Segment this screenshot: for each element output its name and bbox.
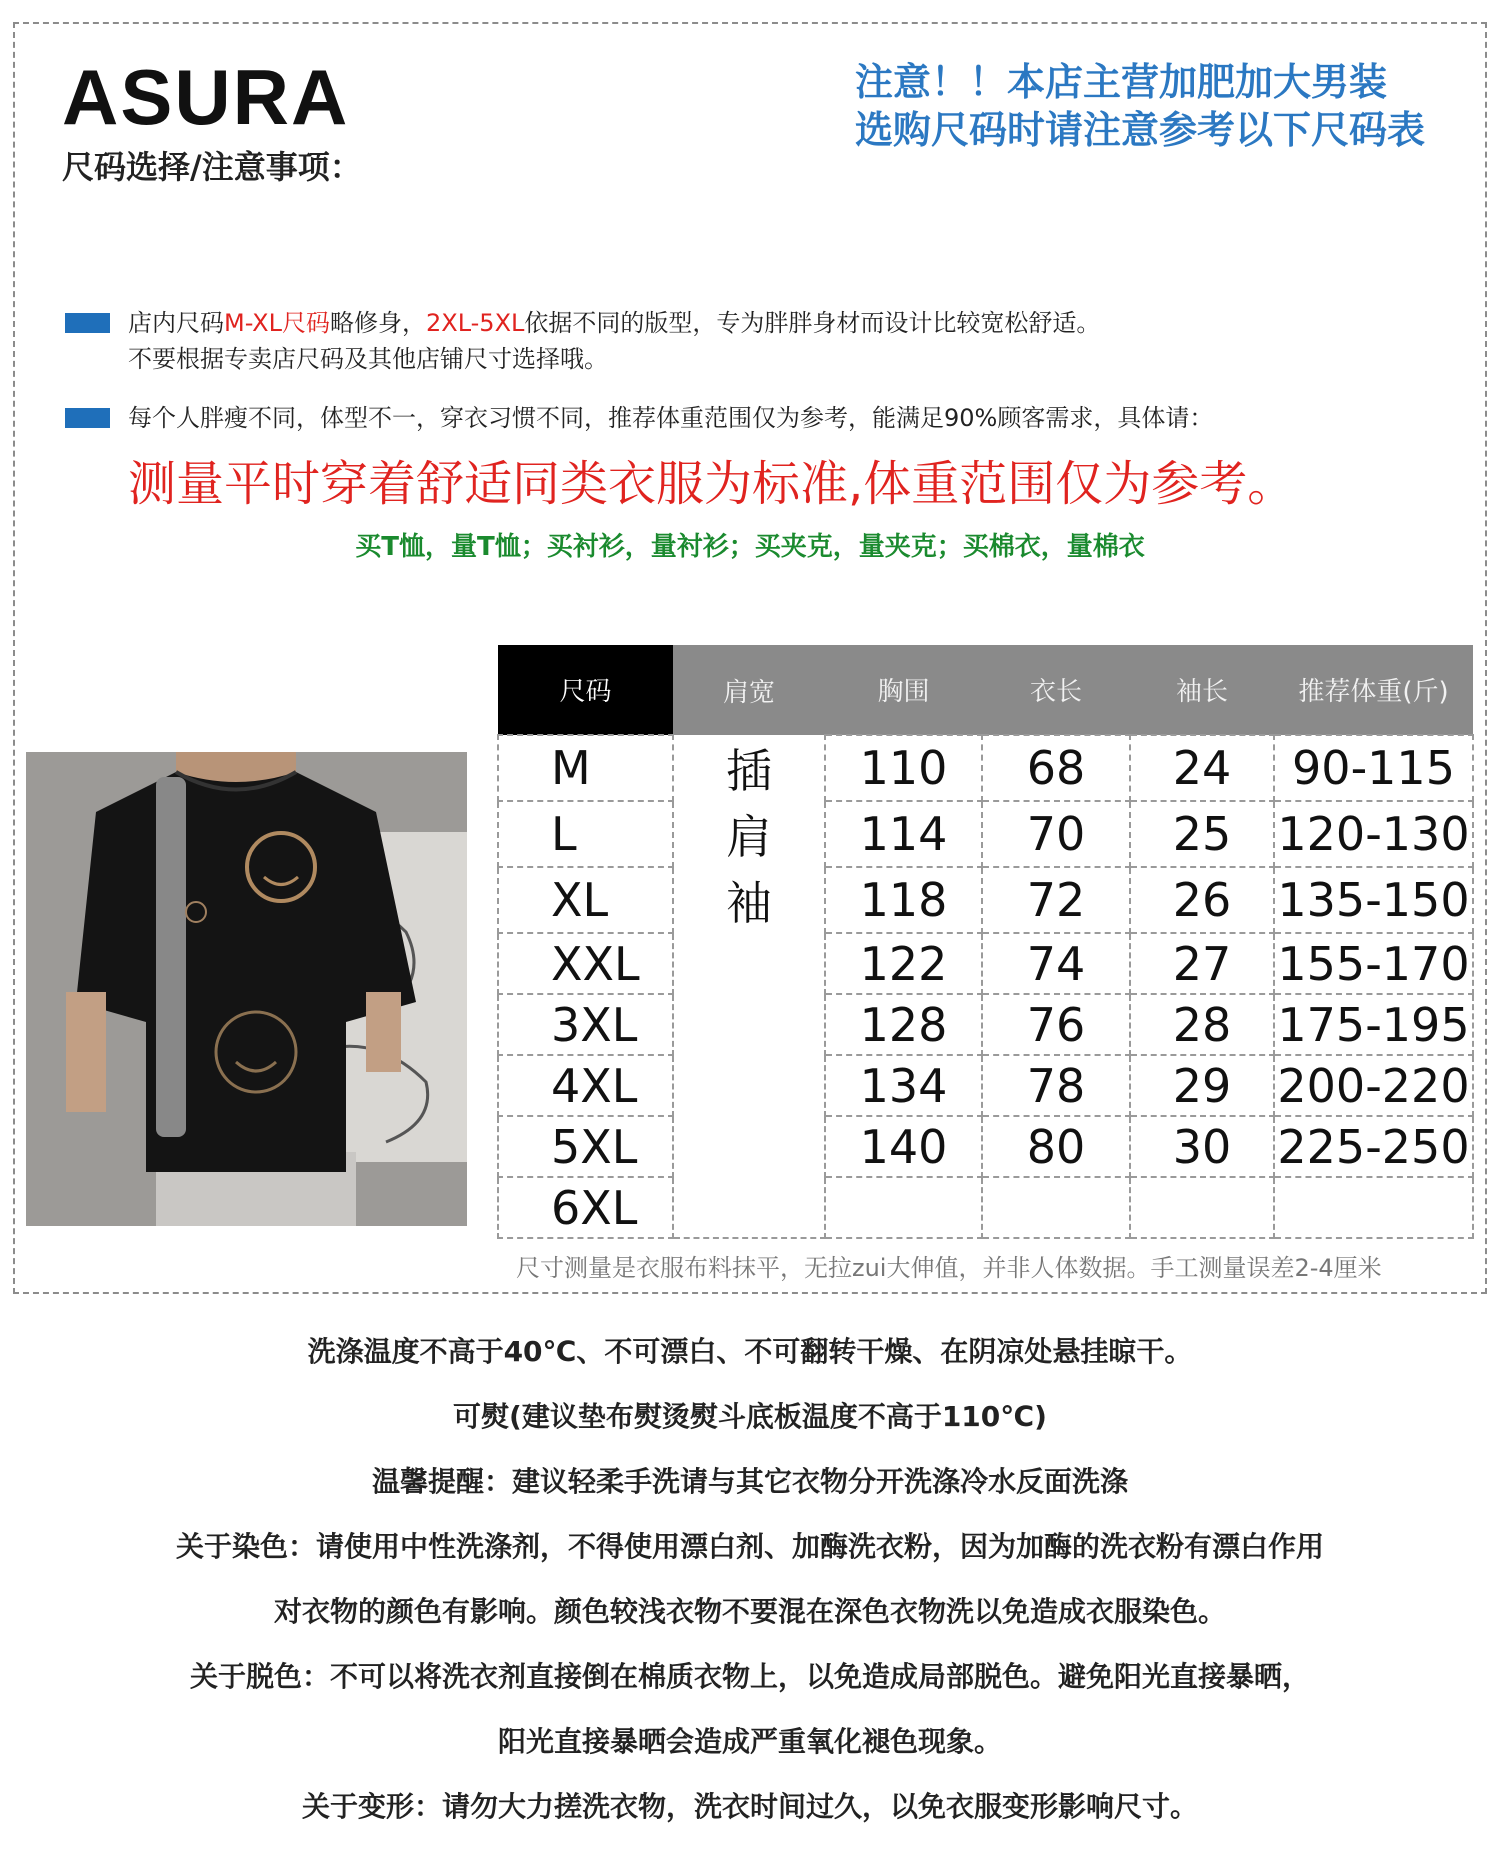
sleeve-cell: 26 <box>1130 867 1274 933</box>
size-cell: XXL <box>498 933 673 994</box>
tip-1-text <box>128 305 1100 377</box>
shoulder-cell <box>673 994 825 1055</box>
chest-cell <box>825 1177 982 1238</box>
length-cell: 68 <box>982 735 1130 801</box>
bullet-marker <box>65 408 110 428</box>
weight-cell: 120-130 <box>1274 801 1473 867</box>
care-line-4: 关于染色：请使用中性洗涤剂，不得使用漂白剂、加酶洗衣粉，因为加酶的洗衣粉有漂白作用 <box>175 1530 1324 1563</box>
sleeve-cell: 25 <box>1130 801 1274 867</box>
size-cell: 3XL <box>498 994 673 1055</box>
care-line-5: 对衣物的颜色有影响。颜色较浅衣物不要混在深色衣物洗以免造成衣服染色。 <box>273 1595 1226 1628</box>
table-row <box>498 994 1473 1055</box>
table-row <box>498 735 1473 801</box>
tip-1-mid: 略修身， <box>329 309 426 337</box>
product-photo <box>26 752 467 1226</box>
header-shoulder: 肩宽 <box>673 645 825 735</box>
page-subtitle: 尺码选择/注意事项： <box>62 148 362 186</box>
care-line-8: 关于变形：请勿大力搓洗衣物，洗衣时间过久，以免衣服变形影响尺寸。 <box>301 1790 1198 1823</box>
length-cell <box>982 1177 1130 1238</box>
length-cell: 78 <box>982 1055 1130 1116</box>
shoulder-cell <box>673 1177 825 1238</box>
size-cell: 4XL <box>498 1055 673 1116</box>
shoulder-cell: 插 <box>673 735 825 801</box>
tip-1-prefix: 店内尺码 <box>128 309 224 337</box>
care-line-2: 可熨(建议垫布熨烫熨斗底板温度不高于110℃) <box>453 1400 1047 1433</box>
sleeve-cell: 28 <box>1130 994 1274 1055</box>
notice-line-1: 注意！！本店主营加肥加大男装 <box>855 60 1388 104</box>
weight-cell <box>1274 1177 1473 1238</box>
chest-cell: 110 <box>825 735 982 801</box>
chest-cell: 134 <box>825 1055 982 1116</box>
table-row <box>498 1177 1473 1238</box>
length-cell: 72 <box>982 867 1130 933</box>
table-row <box>498 933 1473 994</box>
tip-1-highlight-1: M-XL尺码 <box>224 309 330 337</box>
size-cell: M <box>498 735 673 801</box>
header-length: 衣长 <box>982 645 1130 735</box>
care-line-6: 关于脱色：不可以将洗衣剂直接倒在棉质衣物上，以免造成局部脱色。避免阳光直接暴晒， <box>189 1660 1310 1693</box>
shoulder-cell: 肩 <box>673 801 825 867</box>
notice-line-2: 选购尺码时请注意参考以下尺码表 <box>855 108 1426 152</box>
tip-1-line-2: 不要根据专卖店尺码及其他店铺尺寸选择哦。 <box>128 345 608 373</box>
shoulder-cell <box>673 1055 825 1116</box>
weight-cell: 90-115 <box>1274 735 1473 801</box>
tip-1 <box>65 305 1100 377</box>
tip-2 <box>65 400 1213 436</box>
length-cell: 74 <box>982 933 1130 994</box>
chest-cell: 140 <box>825 1116 982 1177</box>
length-cell: 70 <box>982 801 1130 867</box>
tip-1-suffix: 依据不同的版型，专为胖胖身材而设计比较宽松舒适。 <box>524 309 1101 337</box>
shoulder-cell <box>673 933 825 994</box>
care-line-3: 温馨提醒：建议轻柔手洗请与其它衣物分开洗涤冷水反面洗涤 <box>371 1465 1128 1498</box>
measurement-warning: 测量平时穿着舒适同类衣服为标准,体重范围仅为参考。 <box>128 456 1296 512</box>
size-cell: XL <box>498 867 673 933</box>
brand-logo: ASURA <box>62 53 350 141</box>
bullet-marker <box>65 313 110 333</box>
size-table <box>497 645 1474 1239</box>
length-cell: 76 <box>982 994 1130 1055</box>
sleeve-cell: 29 <box>1130 1055 1274 1116</box>
table-row <box>498 867 1473 933</box>
chest-cell: 118 <box>825 867 982 933</box>
sleeve-cell <box>1130 1177 1274 1238</box>
length-cell: 80 <box>982 1116 1130 1177</box>
model-wearing-black-tshirt-image <box>26 752 467 1226</box>
weight-cell: 175-195 <box>1274 994 1473 1055</box>
shoulder-cell: 袖 <box>673 867 825 933</box>
table-row <box>498 801 1473 867</box>
measurement-note: 尺寸测量是衣服布料抹平，无拉zui大伸值，并非人体数据。手工测量误差2-4厘米 <box>516 1254 1382 1282</box>
sleeve-cell: 24 <box>1130 735 1274 801</box>
header-weight: 推荐体重(斤) <box>1274 645 1473 735</box>
weight-cell: 155-170 <box>1274 933 1473 994</box>
sleeve-cell: 27 <box>1130 933 1274 994</box>
shoulder-cell <box>673 1116 825 1177</box>
header-chest: 胸围 <box>825 645 982 735</box>
size-cell: L <box>498 801 673 867</box>
tip-2-text: 每个人胖瘦不同，体型不一，穿衣习惯不同，推荐体重范围仅为参考，能满足90%顾客需求，具体请： <box>128 404 1214 432</box>
tip-1-highlight-2: 2XL-5XL <box>425 309 525 337</box>
table-row <box>498 1055 1473 1116</box>
size-cell: 6XL <box>498 1177 673 1238</box>
chest-cell: 128 <box>825 994 982 1055</box>
chest-cell: 122 <box>825 933 982 994</box>
measure-same-type-tip: 买T恤，量T恤；买衬衫，量衬衫；买夹克，量夹克；买棉衣，量棉衣 <box>355 532 1145 562</box>
weight-cell: 200-220 <box>1274 1055 1473 1116</box>
care-line-7: 阳光直接暴晒会造成严重氧化褪色现象。 <box>497 1725 1002 1758</box>
header-sleeve: 袖长 <box>1130 645 1274 735</box>
weight-cell: 135-150 <box>1274 867 1473 933</box>
sleeve-cell: 30 <box>1130 1116 1274 1177</box>
notice-banner <box>855 58 1425 154</box>
weight-cell: 225-250 <box>1274 1116 1473 1177</box>
chest-cell: 114 <box>825 801 982 867</box>
table-row <box>498 1116 1473 1177</box>
size-cell: 5XL <box>498 1116 673 1177</box>
size-table-header-row <box>498 645 1473 735</box>
header-size: 尺码 <box>498 645 673 735</box>
care-line-1: 洗涤温度不高于40℃、不可漂白、不可翻转干燥、在阴凉处悬挂晾干。 <box>307 1335 1193 1368</box>
